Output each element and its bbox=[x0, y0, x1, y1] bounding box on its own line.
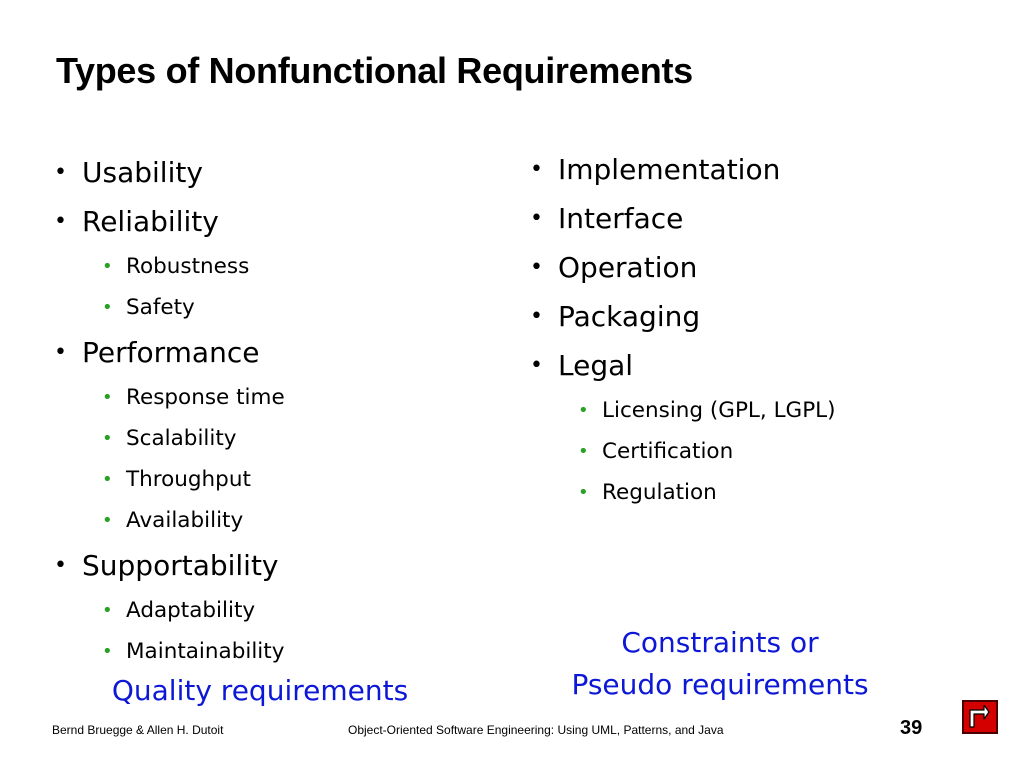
return-button[interactable] bbox=[962, 700, 998, 734]
item-label: Legal bbox=[558, 349, 634, 382]
sub-bullet-icon: • bbox=[578, 482, 589, 503]
constraints-caption-line-2: Pseudo requirements bbox=[571, 668, 869, 701]
bullet-icon: • bbox=[54, 340, 67, 365]
list-item bbox=[528, 292, 988, 341]
sub-item-label: Safety bbox=[126, 295, 195, 320]
footer-book-title: Object-Oriented Software Engineering: Using UML, Patterns, and Java bbox=[348, 723, 724, 737]
list-item bbox=[52, 197, 472, 246]
list-item bbox=[528, 341, 988, 390]
sub-bullet-icon: • bbox=[102, 428, 113, 449]
sub-item-label: Regulation bbox=[602, 480, 717, 505]
sub-list-item bbox=[52, 377, 472, 418]
sub-item-label: Throughput bbox=[126, 467, 251, 492]
sub-item-label: Maintainability bbox=[126, 639, 285, 664]
sub-item-label: Robustness bbox=[126, 254, 250, 279]
sub-list-item bbox=[52, 631, 472, 672]
bullet-icon: • bbox=[530, 304, 543, 329]
list-item bbox=[52, 328, 472, 377]
item-label: Reliability bbox=[82, 205, 219, 238]
bullet-icon: • bbox=[530, 206, 543, 231]
quality-requirements-caption: Quality requirements bbox=[111, 674, 409, 707]
sub-item-label: Response time bbox=[126, 385, 285, 410]
sub-item-label: Scalability bbox=[126, 426, 237, 451]
sub-bullet-icon: • bbox=[578, 400, 589, 421]
sub-list-item bbox=[52, 590, 472, 631]
sub-bullet-icon: • bbox=[102, 387, 113, 408]
constraints-caption-line-1: Constraints or bbox=[621, 626, 819, 659]
right-requirements-list bbox=[528, 145, 988, 513]
sub-bullet-icon: • bbox=[102, 256, 113, 277]
sub-list-item bbox=[528, 390, 988, 431]
bullet-icon: • bbox=[54, 209, 67, 234]
sub-item-label: Certification bbox=[602, 439, 734, 464]
bullet-icon: • bbox=[530, 255, 543, 280]
item-label: Supportability bbox=[82, 549, 279, 582]
sub-list-item bbox=[52, 246, 472, 287]
constraints-caption bbox=[520, 622, 920, 706]
footer-authors: Bernd Bruegge & Allen H. Dutoit bbox=[52, 723, 224, 737]
sub-list-item bbox=[528, 431, 988, 472]
sub-list-item bbox=[52, 287, 472, 328]
item-label: Packaging bbox=[558, 300, 701, 333]
sub-item-label: Adaptability bbox=[126, 598, 256, 623]
sub-list-item bbox=[52, 500, 472, 541]
sub-item-label: Availability bbox=[126, 508, 244, 533]
sub-list-item bbox=[528, 472, 988, 513]
sub-bullet-icon: • bbox=[102, 297, 113, 318]
item-label: Performance bbox=[82, 336, 260, 369]
sub-bullet-icon: • bbox=[102, 510, 113, 531]
return-arrow-icon bbox=[967, 705, 993, 729]
sub-list-item bbox=[52, 459, 472, 500]
item-label: Operation bbox=[558, 251, 698, 284]
bullet-icon: • bbox=[54, 553, 67, 578]
sub-bullet-icon: • bbox=[102, 641, 113, 662]
item-label: Usability bbox=[82, 156, 203, 189]
sub-bullet-icon: • bbox=[102, 600, 113, 621]
bullet-icon: • bbox=[530, 157, 543, 182]
list-item bbox=[52, 541, 472, 590]
slide-title: Types of Nonfunctional Requirements bbox=[56, 50, 693, 91]
list-item bbox=[528, 194, 988, 243]
sub-bullet-icon: • bbox=[102, 469, 113, 490]
bullet-icon: • bbox=[54, 160, 67, 185]
bullet-icon: • bbox=[530, 353, 543, 378]
item-label: Interface bbox=[558, 202, 684, 235]
sub-item-label: Licensing (GPL, LGPL) bbox=[602, 398, 836, 423]
item-label: Implementation bbox=[558, 153, 781, 186]
sub-list-item bbox=[52, 418, 472, 459]
sub-bullet-icon: • bbox=[578, 441, 589, 462]
list-item bbox=[528, 243, 988, 292]
list-item bbox=[528, 145, 988, 194]
list-item bbox=[52, 148, 472, 197]
left-requirements-list bbox=[52, 148, 472, 672]
page-number: 39 bbox=[900, 717, 923, 739]
